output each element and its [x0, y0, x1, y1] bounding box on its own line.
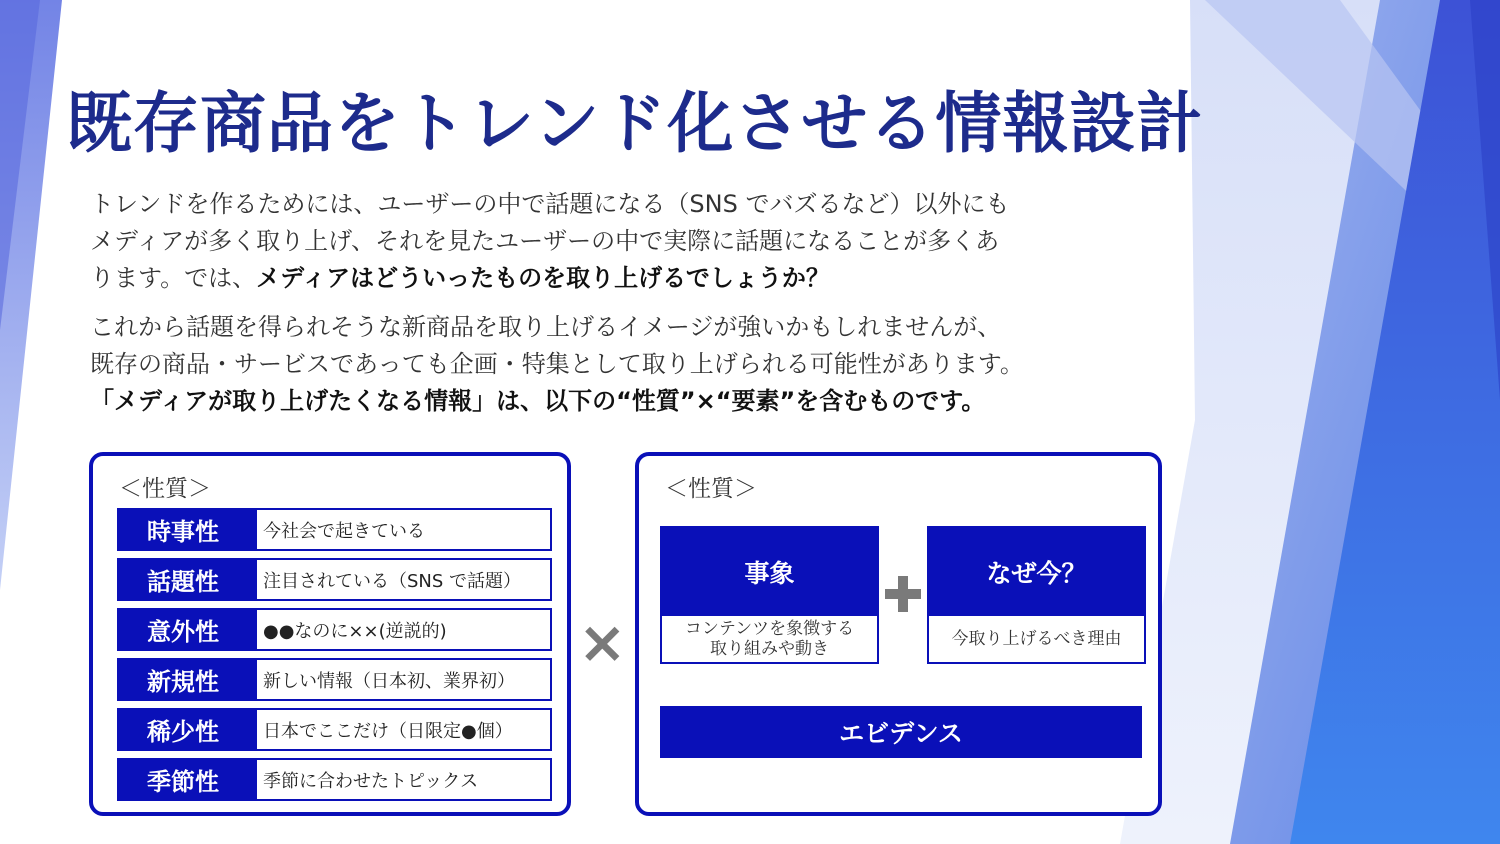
- property-desc: 注目されている（SNS で話題）: [263, 570, 522, 592]
- intro-line-3: [90, 260, 1009, 297]
- page-title: 既存商品をトレンド化させる情報設計: [66, 85, 1204, 162]
- property-name: 意外性: [119, 610, 257, 649]
- phenomenon-desc: コンテンツを象徴する 取り組みや動き: [684, 619, 855, 659]
- property-desc: 新しい情報（日本初、業界初）: [263, 670, 515, 692]
- property-row-unexpectedness: [117, 608, 552, 651]
- phenomenon-title: 事象: [662, 528, 877, 616]
- explanation-line-3: [90, 383, 1024, 420]
- why-now-box: [927, 526, 1146, 664]
- plus-icon: [883, 574, 923, 614]
- intro-line-3-bold: メディアはどういったものを取り上げるでしょうか？: [256, 264, 830, 292]
- intro-line-3-plain: ります。では、: [90, 264, 257, 292]
- property-desc: ●●なのに××(逆説的): [263, 620, 447, 642]
- properties-heading: ＜性質＞: [119, 476, 211, 502]
- property-desc: 日本でここだけ（日限定●個）: [263, 720, 513, 742]
- explanation-line-3-bold: 「メディアが取り上げたくなる情報」は、以下の“性質”×“要素”を含むものです。: [90, 387, 986, 415]
- property-name: 季節性: [119, 760, 257, 799]
- phenomenon-box: [660, 526, 879, 664]
- property-name: 新規性: [119, 660, 257, 699]
- property-name: 話題性: [119, 560, 257, 599]
- property-name: 時事性: [119, 510, 257, 549]
- intro-line-2: メディアが多く取り上げ、それを見たユーザーの中で実際に話題になることが多くあ: [90, 227, 1000, 255]
- multiply-icon: ×: [578, 608, 627, 676]
- explanation-line-2: 既存の商品・サービスであっても企画・特集として取り上げられる可能性があります。: [90, 350, 1024, 378]
- explanation-paragraph: [90, 309, 1024, 420]
- intro-paragraph: [90, 186, 1009, 297]
- property-desc: 季節に合わせたトピックス: [263, 770, 479, 792]
- property-row-seasonality: [117, 758, 552, 801]
- elements-panel: [635, 452, 1162, 816]
- properties-panel: [89, 452, 571, 816]
- evidence-bar: エビデンス: [660, 706, 1142, 758]
- why-now-desc: 今取り上げるべき理由: [951, 629, 1122, 649]
- property-row-timeliness: [117, 508, 552, 551]
- property-row-rarity: [117, 708, 552, 751]
- property-row-novelty: [117, 658, 552, 701]
- explanation-line-1: これから話題を得られそうな新商品を取り上げるイメージが強いかもしれませんが、: [90, 313, 1002, 341]
- why-now-title: なぜ今？: [929, 528, 1144, 616]
- property-name: 稀少性: [119, 710, 257, 749]
- elements-heading: ＜性質＞: [665, 476, 757, 502]
- property-desc: 今社会で起きている: [263, 520, 425, 542]
- intro-line-1: トレンドを作るためには、ユーザーの中で話題になる（SNS でバズるなど）以外にも: [90, 190, 1010, 218]
- property-row-topicality: [117, 558, 552, 601]
